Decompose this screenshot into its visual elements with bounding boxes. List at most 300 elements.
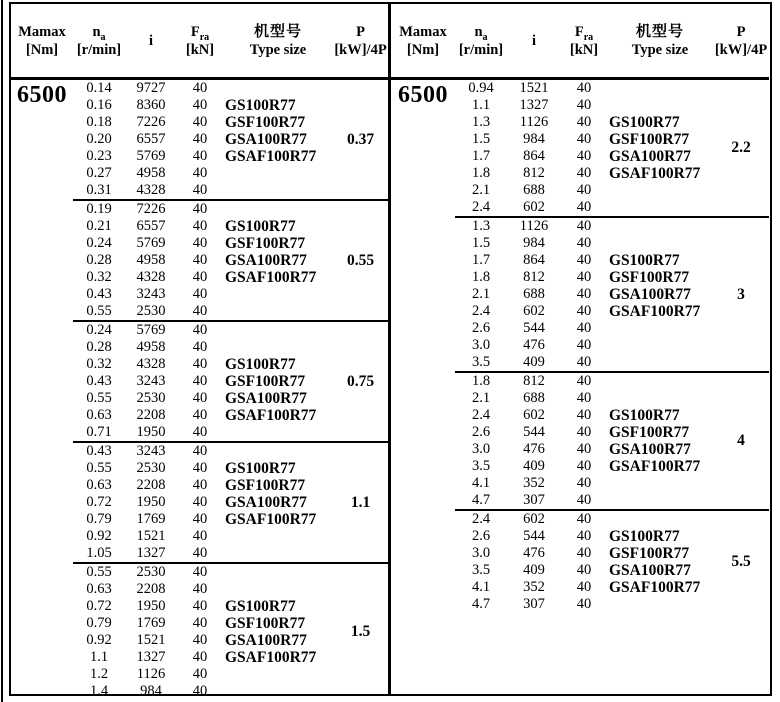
table-row (455, 182, 769, 199)
type-size-cell (607, 390, 713, 407)
na-cell: 4.1 (471, 475, 491, 491)
fra-cell: 40 (576, 218, 592, 234)
type-size-cell: GS100R77 (609, 407, 680, 424)
table-row (73, 148, 388, 165)
table-row (455, 596, 769, 613)
col-header-fra-name: $F_{ra}$ (190, 23, 210, 43)
col-header-fra-unit: [kN] (185, 41, 215, 58)
na-cell: 2.4 (471, 511, 491, 527)
ratio-cell: 409 (523, 354, 545, 370)
fra-cell: 40 (192, 477, 208, 493)
ratio-cell: 1126 (136, 666, 166, 682)
type-size-cell (223, 545, 333, 562)
col-header-i (125, 32, 177, 50)
fra-cell: 40 (192, 114, 208, 130)
na-cell: 0.23 (86, 148, 112, 164)
table-row (455, 303, 769, 320)
na-cell: 1.05 (86, 545, 112, 561)
type-size-cell (223, 564, 333, 581)
power-block (455, 80, 769, 216)
table-row (73, 581, 388, 598)
type-size-cell: GSA100R77 (225, 632, 307, 649)
fra-cell: 40 (192, 80, 208, 96)
type-size-cell: GSA100R77 (609, 286, 691, 303)
type-size-cell (607, 475, 713, 492)
table-row (73, 683, 388, 700)
na-cell: 2.4 (471, 303, 491, 319)
na-cell: 0.16 (86, 97, 112, 113)
type-size-cell: GS100R77 (609, 114, 680, 131)
type-size-cell (223, 165, 333, 182)
type-size-cell: GSAF100R77 (609, 303, 701, 320)
ratio-cell: 476 (523, 441, 545, 457)
ratio-cell: 1521 (136, 528, 166, 544)
ratio-cell: 812 (523, 165, 545, 181)
fra-cell: 40 (576, 114, 592, 130)
fra-cell: 40 (192, 356, 208, 372)
fra-cell: 40 (192, 632, 208, 648)
fra-cell: 40 (192, 339, 208, 355)
table-row (455, 390, 769, 407)
fra-cell: 40 (576, 97, 592, 113)
ratio-cell: 1327 (519, 97, 549, 113)
col-header-mamax-name: Mamax (18, 23, 66, 40)
type-size-cell (223, 443, 333, 460)
ratio-cell: 1950 (136, 424, 166, 440)
power-block (73, 320, 388, 441)
power-value: 0.37 (346, 130, 375, 148)
power-block (455, 509, 769, 613)
na-cell: 2.1 (471, 182, 491, 198)
table-row (73, 218, 388, 235)
ratio-cell: 352 (523, 475, 545, 491)
na-cell: 2.6 (471, 528, 491, 544)
type-size-cell (223, 666, 333, 683)
na-cell: 2.6 (471, 424, 491, 440)
fra-cell: 40 (576, 131, 592, 147)
type-size-cell: GSAF100R77 (225, 407, 317, 424)
power-block (455, 371, 769, 509)
table-row (73, 339, 388, 356)
table-row (73, 477, 388, 494)
table-row (73, 598, 388, 615)
col-header-type-en: Type size (631, 41, 689, 58)
type-size-cell: GS100R77 (225, 97, 296, 114)
type-size-cell: GSAF100R77 (609, 458, 701, 475)
type-size-cell: GSAF100R77 (225, 269, 317, 286)
fra-cell: 40 (576, 596, 592, 612)
na-cell: 0.21 (86, 218, 112, 234)
fra-cell: 40 (576, 269, 592, 285)
ratio-cell: 1327 (136, 649, 166, 665)
na-cell: 1.8 (471, 165, 491, 181)
col-header-p-name: P (736, 23, 746, 40)
fra-cell: 40 (576, 182, 592, 198)
na-cell: 1.8 (471, 269, 491, 285)
type-size-cell: GSAF100R77 (225, 511, 317, 528)
type-size-cell: GSF100R77 (609, 269, 690, 286)
ratio-cell: 1521 (519, 80, 549, 96)
na-cell: 3.0 (471, 441, 491, 457)
ratio-cell: 812 (523, 269, 545, 285)
table-row (455, 97, 769, 114)
ratio-cell: 7226 (136, 114, 166, 130)
na-cell: 2.4 (471, 199, 491, 215)
type-size-cell: GS100R77 (609, 252, 680, 269)
na-cell: 0.24 (86, 235, 112, 251)
table-right-half (391, 4, 769, 694)
col-header-fra-unit: [kN] (569, 41, 599, 58)
power-value: 3 (737, 285, 745, 303)
ratio-cell: 352 (523, 579, 545, 595)
na-cell: 3.5 (471, 562, 491, 578)
table-row (73, 182, 388, 199)
na-cell: 0.72 (86, 598, 112, 614)
ratio-cell: 5769 (136, 322, 166, 338)
table-row (73, 235, 388, 252)
ratio-cell: 812 (523, 373, 545, 389)
ratio-cell: 1769 (136, 511, 166, 527)
type-size-cell: GSAF100R77 (609, 579, 701, 596)
table-row (455, 579, 769, 596)
ratio-cell: 7226 (136, 201, 166, 217)
type-size-cell: GS100R77 (225, 356, 296, 373)
col-header-type-cn: 机型号 (253, 23, 302, 40)
na-cell: 2.6 (471, 320, 491, 336)
fra-cell: 40 (192, 545, 208, 561)
type-size-cell (607, 80, 713, 97)
fra-cell: 40 (192, 182, 208, 198)
type-size-cell (607, 218, 713, 235)
col-header-type-en: Type size (249, 41, 307, 58)
ratio-cell: 3243 (136, 373, 166, 389)
table-row (73, 528, 388, 545)
ratio-cell: 2208 (136, 581, 166, 597)
na-cell: 0.24 (86, 322, 112, 338)
ratio-cell: 476 (523, 337, 545, 353)
page-edge-line (1, 0, 3, 702)
table-row (455, 528, 769, 545)
ratio-cell: 2530 (136, 303, 166, 319)
fra-cell: 40 (576, 458, 592, 474)
col-header-p-unit: [kW]/4P (334, 41, 387, 58)
type-size-cell (223, 201, 333, 218)
table-row (73, 303, 388, 320)
fra-cell: 40 (192, 443, 208, 459)
table-row (73, 80, 388, 97)
table-row (73, 356, 388, 373)
fra-cell: 40 (576, 337, 592, 353)
fra-cell: 40 (576, 373, 592, 389)
table-row (73, 97, 388, 114)
ratio-cell: 1521 (136, 632, 166, 648)
ratio-cell: 5769 (136, 235, 166, 251)
type-size-cell (223, 581, 333, 598)
type-size-cell (607, 235, 713, 252)
col-header-na-unit: [r/min] (76, 41, 122, 58)
fra-cell: 40 (192, 303, 208, 319)
fra-cell: 40 (192, 390, 208, 406)
table-row (455, 252, 769, 269)
na-cell: 0.43 (86, 286, 112, 302)
type-size-cell: GSF100R77 (609, 424, 690, 441)
ratio-cell: 544 (523, 528, 545, 544)
na-cell: 0.18 (86, 114, 112, 130)
fra-cell: 40 (576, 199, 592, 215)
table-row (455, 511, 769, 528)
fra-cell: 40 (576, 252, 592, 268)
na-cell: 1.7 (471, 252, 491, 268)
na-cell: 0.43 (86, 373, 112, 389)
table-row (73, 407, 388, 424)
ratio-cell: 307 (523, 596, 545, 612)
ratio-cell: 1126 (519, 218, 549, 234)
col-header-mamax (391, 23, 455, 59)
ratio-cell: 3243 (136, 286, 166, 302)
fra-cell: 40 (192, 165, 208, 181)
table-row (455, 199, 769, 216)
type-size-cell (223, 339, 333, 356)
ratio-cell: 1950 (136, 598, 166, 614)
type-size-cell: GS100R77 (225, 598, 296, 615)
fra-cell: 40 (576, 80, 592, 96)
fra-cell: 40 (576, 354, 592, 370)
table-row (73, 443, 388, 460)
na-cell: 1.8 (471, 373, 491, 389)
col-header-na-name: $n_a$ (92, 23, 106, 43)
fra-cell: 40 (192, 269, 208, 285)
fra-cell: 40 (192, 424, 208, 440)
type-size-cell (223, 286, 333, 303)
fra-cell: 40 (192, 460, 208, 476)
table-header (391, 4, 769, 80)
fra-cell: 40 (576, 424, 592, 440)
type-size-cell: GSF100R77 (225, 615, 306, 632)
type-size-cell: GS100R77 (225, 218, 296, 235)
ratio-cell: 9727 (136, 80, 166, 96)
na-cell: 0.55 (86, 390, 112, 406)
table-row (73, 666, 388, 683)
type-size-cell: GSF100R77 (225, 114, 306, 131)
type-size-cell: GSAF100R77 (609, 165, 701, 182)
ratio-cell: 2530 (136, 460, 166, 476)
na-cell: 1.2 (89, 666, 109, 682)
table-row (73, 114, 388, 131)
ratio-cell: 984 (523, 235, 545, 251)
type-size-cell (223, 322, 333, 339)
type-size-cell (607, 596, 713, 613)
fra-cell: 40 (576, 562, 592, 578)
col-header-type-cn: 机型号 (635, 23, 684, 40)
table-row (455, 165, 769, 182)
col-header-na-name: $n_a$ (474, 23, 488, 43)
table-row (455, 407, 769, 424)
fra-cell: 40 (576, 286, 592, 302)
fra-cell: 40 (192, 494, 208, 510)
na-cell: 4.1 (471, 579, 491, 595)
mamax-value: 6500 (17, 82, 67, 108)
mamax-value: 6500 (398, 82, 448, 108)
ratio-cell: 4958 (136, 339, 166, 355)
col-header-i (507, 32, 561, 50)
fra-cell: 40 (192, 528, 208, 544)
ratio-cell: 688 (523, 182, 545, 198)
ratio-cell: 688 (523, 390, 545, 406)
type-size-cell (607, 373, 713, 390)
na-cell: 3.0 (471, 545, 491, 561)
na-cell: 3.0 (471, 337, 491, 353)
fra-cell: 40 (576, 407, 592, 423)
type-size-cell (607, 182, 713, 199)
na-cell: 0.63 (86, 477, 112, 493)
ratio-cell: 2530 (136, 564, 166, 580)
table-row (73, 322, 388, 339)
fra-cell: 40 (576, 320, 592, 336)
ratio-cell: 4328 (136, 182, 166, 198)
na-cell: 2.1 (471, 390, 491, 406)
col-header-i-name: i (148, 32, 154, 49)
ratio-cell: 984 (523, 131, 545, 147)
ratio-cell: 409 (523, 458, 545, 474)
col-header-p-unit: [kW]/4P (714, 41, 768, 58)
type-size-cell (607, 492, 713, 509)
na-cell: 0.43 (86, 443, 112, 459)
ratio-cell: 4328 (136, 269, 166, 285)
fra-cell: 40 (192, 322, 208, 338)
ratio-cell: 688 (523, 286, 545, 302)
type-size-cell (607, 511, 713, 528)
col-header-fra-name: $F_{ra}$ (574, 23, 594, 43)
ratio-cell: 8360 (136, 97, 166, 113)
table-row (455, 492, 769, 509)
fra-cell: 40 (576, 165, 592, 181)
type-size-cell: GSA100R77 (225, 131, 307, 148)
na-cell: 0.28 (86, 252, 112, 268)
ratio-cell: 2530 (136, 390, 166, 406)
col-header-i-name: i (531, 32, 537, 49)
fra-cell: 40 (576, 492, 592, 508)
type-size-cell: GSF100R77 (225, 373, 306, 390)
table-row (73, 165, 388, 182)
type-size-cell (607, 320, 713, 337)
fra-cell: 40 (192, 235, 208, 251)
na-cell: 4.7 (471, 492, 491, 508)
na-cell: 1.7 (471, 148, 491, 164)
col-header-p (713, 23, 769, 59)
fra-cell: 40 (576, 303, 592, 319)
na-cell: 0.79 (86, 615, 112, 631)
ratio-cell: 1950 (136, 494, 166, 510)
na-cell: 2.4 (471, 407, 491, 423)
table-row (73, 269, 388, 286)
table-row (455, 269, 769, 286)
na-cell: 0.31 (86, 182, 112, 198)
na-cell: 0.14 (86, 80, 112, 96)
fra-cell: 40 (576, 441, 592, 457)
na-cell: 0.55 (86, 564, 112, 580)
col-header-type (607, 23, 713, 59)
table-left-body (11, 80, 388, 699)
type-size-cell (223, 80, 333, 97)
na-cell: 0.32 (86, 269, 112, 285)
col-header-mamax (11, 23, 73, 59)
table-row (73, 286, 388, 303)
power-block (73, 199, 388, 320)
power-block (73, 562, 388, 700)
fra-cell: 40 (192, 148, 208, 164)
na-cell: 0.19 (86, 201, 112, 217)
type-size-cell: GSAF100R77 (225, 148, 317, 165)
na-cell: 0.63 (86, 581, 112, 597)
fra-cell: 40 (192, 97, 208, 113)
type-size-cell: GSA100R77 (609, 148, 691, 165)
table-row (455, 80, 769, 97)
table-row (455, 114, 769, 131)
na-cell: 3.5 (471, 354, 491, 370)
fra-cell: 40 (192, 683, 208, 699)
type-size-cell (223, 182, 333, 199)
na-cell: 0.20 (86, 131, 112, 147)
fra-cell: 40 (576, 390, 592, 406)
na-cell: 1.4 (89, 683, 109, 699)
na-cell: 4.7 (471, 596, 491, 612)
type-size-cell: GS100R77 (609, 528, 680, 545)
table-row (455, 458, 769, 475)
fra-cell: 40 (192, 373, 208, 389)
power-value: 5.5 (731, 553, 751, 570)
type-size-cell: GSF100R77 (609, 131, 690, 148)
type-size-cell (223, 528, 333, 545)
col-header-na-unit: [r/min] (458, 41, 504, 58)
table-row (455, 475, 769, 492)
fra-cell: 40 (576, 475, 592, 491)
na-cell: 2.1 (471, 286, 491, 302)
col-header-mamax-unit: [Nm] (25, 41, 59, 58)
fra-cell: 40 (192, 286, 208, 302)
na-cell: 1.3 (471, 114, 491, 130)
col-header-fra (561, 23, 607, 59)
fra-cell: 40 (576, 579, 592, 595)
power-block (73, 80, 388, 199)
fra-cell: 40 (576, 545, 592, 561)
power-block (455, 216, 769, 371)
type-size-cell: GSA100R77 (225, 390, 307, 407)
fra-cell: 40 (192, 131, 208, 147)
ratio-cell: 409 (523, 562, 545, 578)
power-value: 1.5 (350, 623, 371, 640)
ratio-cell: 1769 (136, 615, 166, 631)
table-right-body (391, 80, 769, 694)
type-size-cell (607, 337, 713, 354)
ratio-cell: 2208 (136, 407, 166, 423)
table-row (455, 354, 769, 371)
table-row (73, 564, 388, 581)
ratio-cell: 544 (523, 424, 545, 440)
ratio-cell: 984 (140, 683, 162, 699)
ratio-cell: 476 (523, 545, 545, 561)
col-header-na (73, 23, 125, 59)
type-size-cell: GSA100R77 (609, 441, 691, 458)
table-header (11, 4, 388, 80)
spec-table (9, 2, 772, 699)
ratio-cell: 1126 (519, 114, 549, 130)
type-size-cell (607, 199, 713, 216)
na-cell: 0.55 (86, 460, 112, 476)
table-row (455, 320, 769, 337)
type-size-cell (223, 424, 333, 441)
fra-cell: 40 (576, 235, 592, 251)
table-row (455, 373, 769, 390)
